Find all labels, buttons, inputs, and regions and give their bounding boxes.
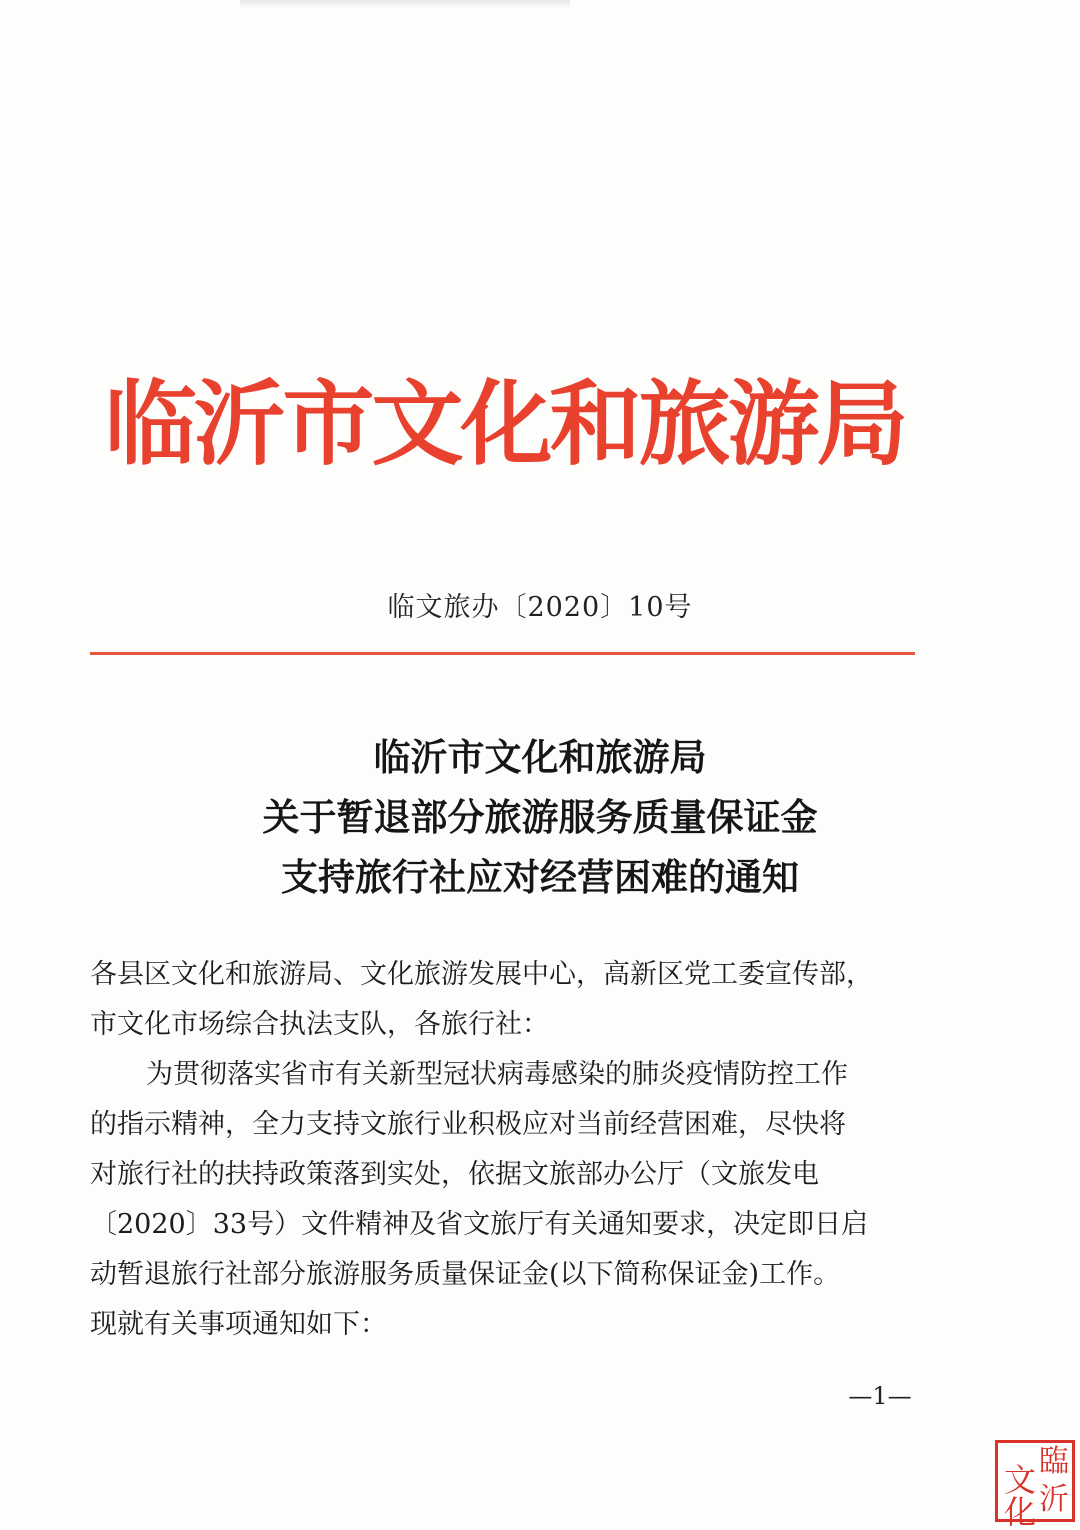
seal-char-lin: 臨 [1039, 1444, 1069, 1479]
paragraph-line-2: 的指示精神，全力支持文旅行业积极应对当前经营困难，尽快将 [90, 1109, 846, 1140]
addressee-line-1: 各县区文化和旅游局、文化旅游发展中心，高新区党工委宣传部， [90, 959, 873, 990]
document-title [0, 728, 1080, 908]
scan-shadow [240, 0, 570, 8]
paragraph-line-4: 〔2020〕33号）文件精神及省文旅厅有关通知要求，决定即日启 [90, 1209, 869, 1240]
issuer-masthead: 临沂市文化和旅游局 [104, 371, 906, 478]
title-line-1: 临沂市文化和旅游局 [373, 736, 707, 779]
document-body [90, 950, 920, 1350]
paragraph-line-5: 动暂退旅行社部分旅游服务质量保证金(以下简称保证金)工作。 [90, 1259, 841, 1290]
linyi-culture-seal-icon [995, 1440, 1075, 1527]
document-number: 临文旅办〔2020〕10号 [387, 592, 693, 623]
red-divider-line [90, 652, 915, 655]
seal-char-wenhua: 文化 [999, 1463, 1037, 1527]
title-line-3: 支持旅行社应对经营困难的通知 [281, 856, 799, 899]
title-line-2: 关于暂退部分旅游服务质量保证金 [262, 796, 818, 839]
paragraph-line-3: 对旅行社的扶持政策落到实处，依据文旅部办公厅（文旅发电 [90, 1159, 819, 1190]
seal-char-yi: 沂 [1039, 1482, 1069, 1517]
page-number: —1— [848, 1382, 912, 1410]
paragraph-line-6: 现就有关事项通知如下： [90, 1309, 387, 1340]
paragraph-line-1: 为贯彻落实省市有关新型冠状病毒感染的肺炎疫情防控工作 [146, 1059, 848, 1090]
addressee-line-2: 市文化市场综合执法支队，各旅行社： [90, 1009, 549, 1040]
